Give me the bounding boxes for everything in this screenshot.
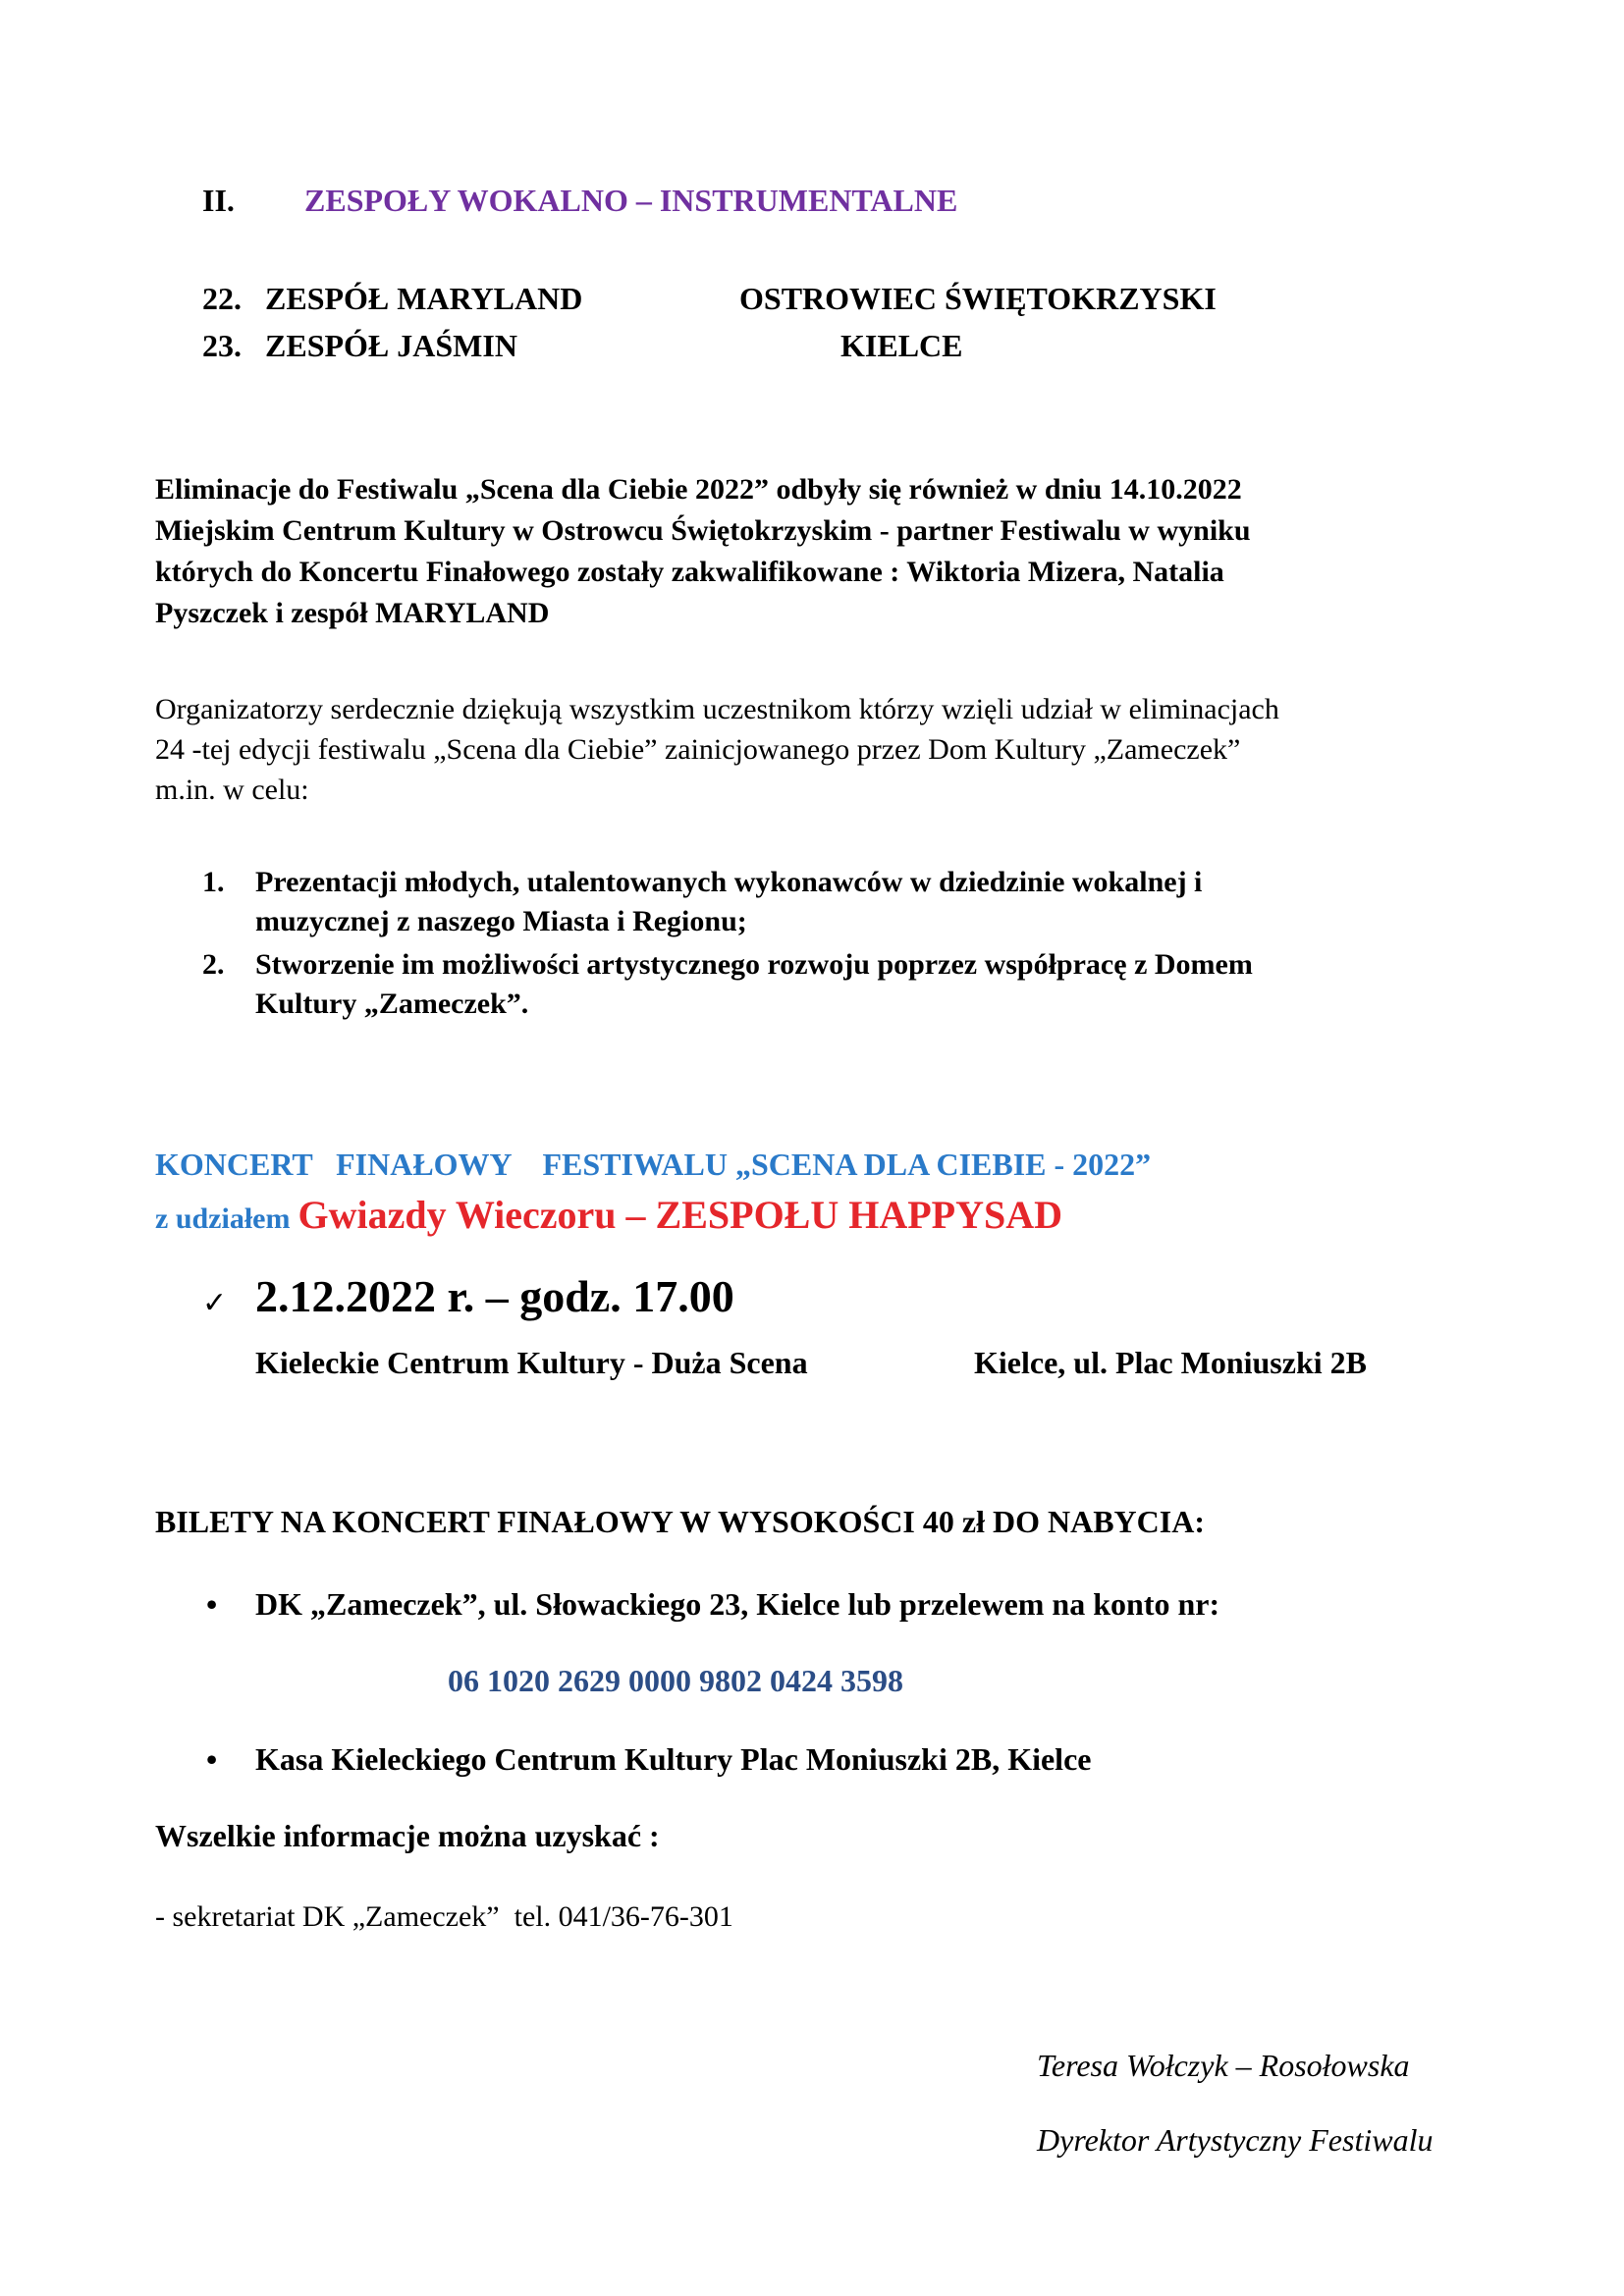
info-heading: Wszelkie informacje można uzyskać : [155, 1818, 660, 1853]
eliminations-paragraph [155, 469, 1510, 634]
section-numeral: II. [202, 183, 235, 218]
entry-number: 23. [202, 328, 242, 363]
concert-venue: Kieleckie Centrum Kultury - Duża Scena [255, 1345, 808, 1380]
goal-text: Kultury „Zameczek”. [255, 988, 529, 1020]
entry-name: ZESPÓŁ MARYLAND [265, 281, 583, 316]
bullet-icon: • [206, 1586, 218, 1622]
entry-city: KIELCE [840, 328, 963, 363]
paragraph-line: których do Koncertu Finałowego zostały zakwalifikowane : Wiktoria Mizera, Natalia [155, 556, 1224, 588]
concert-heading: KONCERT FINAŁOWY FESTIWALU „SCENA DLA CIEBIE - 2022” [155, 1147, 1152, 1182]
check-icon: ✓ [202, 1287, 228, 1319]
concert-star-line [155, 1194, 1062, 1246]
paragraph-line: Miejskim Centrum Kultury w Ostrowcu Świętokrzyskim - partner Festiwalu w wyniku [155, 514, 1251, 547]
ticket-option: Kasa Kieleckiego Centrum Kultury Plac Moniuszki 2B, Kielce [255, 1741, 1092, 1777]
thanks-paragraph [155, 689, 1510, 810]
ticket-option: DK „Zameczek”, ul. Słowackiego 23, Kielce lub przelewem na konto nr: [255, 1586, 1220, 1622]
bank-account-number: 06 1020 2629 0000 9802 0424 3598 [448, 1663, 903, 1698]
goal-text: Prezentacji młodych, utalentowanych wykonawców w dziedzinie wokalnej i [255, 866, 1203, 898]
bullet-icon: • [206, 1741, 218, 1777]
goal-number: 1. [202, 866, 225, 898]
paragraph-line: Pyszczek i zespół MARYLAND [155, 597, 550, 629]
signature-name: Teresa Wołczyk – Rosołowska [1037, 2048, 1410, 2083]
entry-number: 22. [202, 281, 242, 316]
signature-role: Dyrektor Artystyczny Festiwalu [1037, 2122, 1434, 2158]
info-contact: - sekretariat DK „Zameczek” tel. 041/36-76-301 [155, 1900, 733, 1933]
paragraph-line: m.in. w celu: [155, 774, 309, 806]
entry-name: ZESPÓŁ JAŚMIN [265, 328, 517, 363]
section-title: ZESPOŁY WOKALNO – INSTRUMENTALNE [304, 183, 958, 218]
paragraph-line: Eliminacje do Festiwalu „Scena dla Ciebie 2022” odbyły się również w dniu 14.10.2022 [155, 473, 1242, 506]
entry-city: OSTROWIEC ŚWIĘTOKRZYSKI [739, 281, 1217, 316]
paragraph-line: 24 -tej edycji festiwalu „Scena dla Ciebie” zainicjowanego przez Dom Kultury „Zameczek” [155, 733, 1241, 766]
with-label: z udziałem [155, 1202, 291, 1235]
goal-number: 2. [202, 948, 225, 981]
goal-text: muzycznej z naszego Miasta i Regionu; [255, 905, 747, 937]
star-performer: Gwiazdy Wieczoru – ZESPOŁU HAPPYSAD [298, 1193, 1063, 1237]
paragraph-line: Organizatorzy serdecznie dziękują wszystkim uczestnikom którzy wzięli udział w eliminacjach [155, 693, 1279, 725]
concert-address: Kielce, ul. Plac Moniuszki 2B [974, 1345, 1367, 1380]
tickets-heading: BILETY NA KONCERT FINAŁOWY W WYSOKOŚCI 40 zł DO NABYCIA: [155, 1504, 1205, 1539]
concert-date: 2.12.2022 r. – godz. 17.00 [255, 1271, 734, 1321]
goal-text: Stworzenie im możliwości artystycznego rozwoju poprzez współpracę z Domem [255, 948, 1253, 981]
